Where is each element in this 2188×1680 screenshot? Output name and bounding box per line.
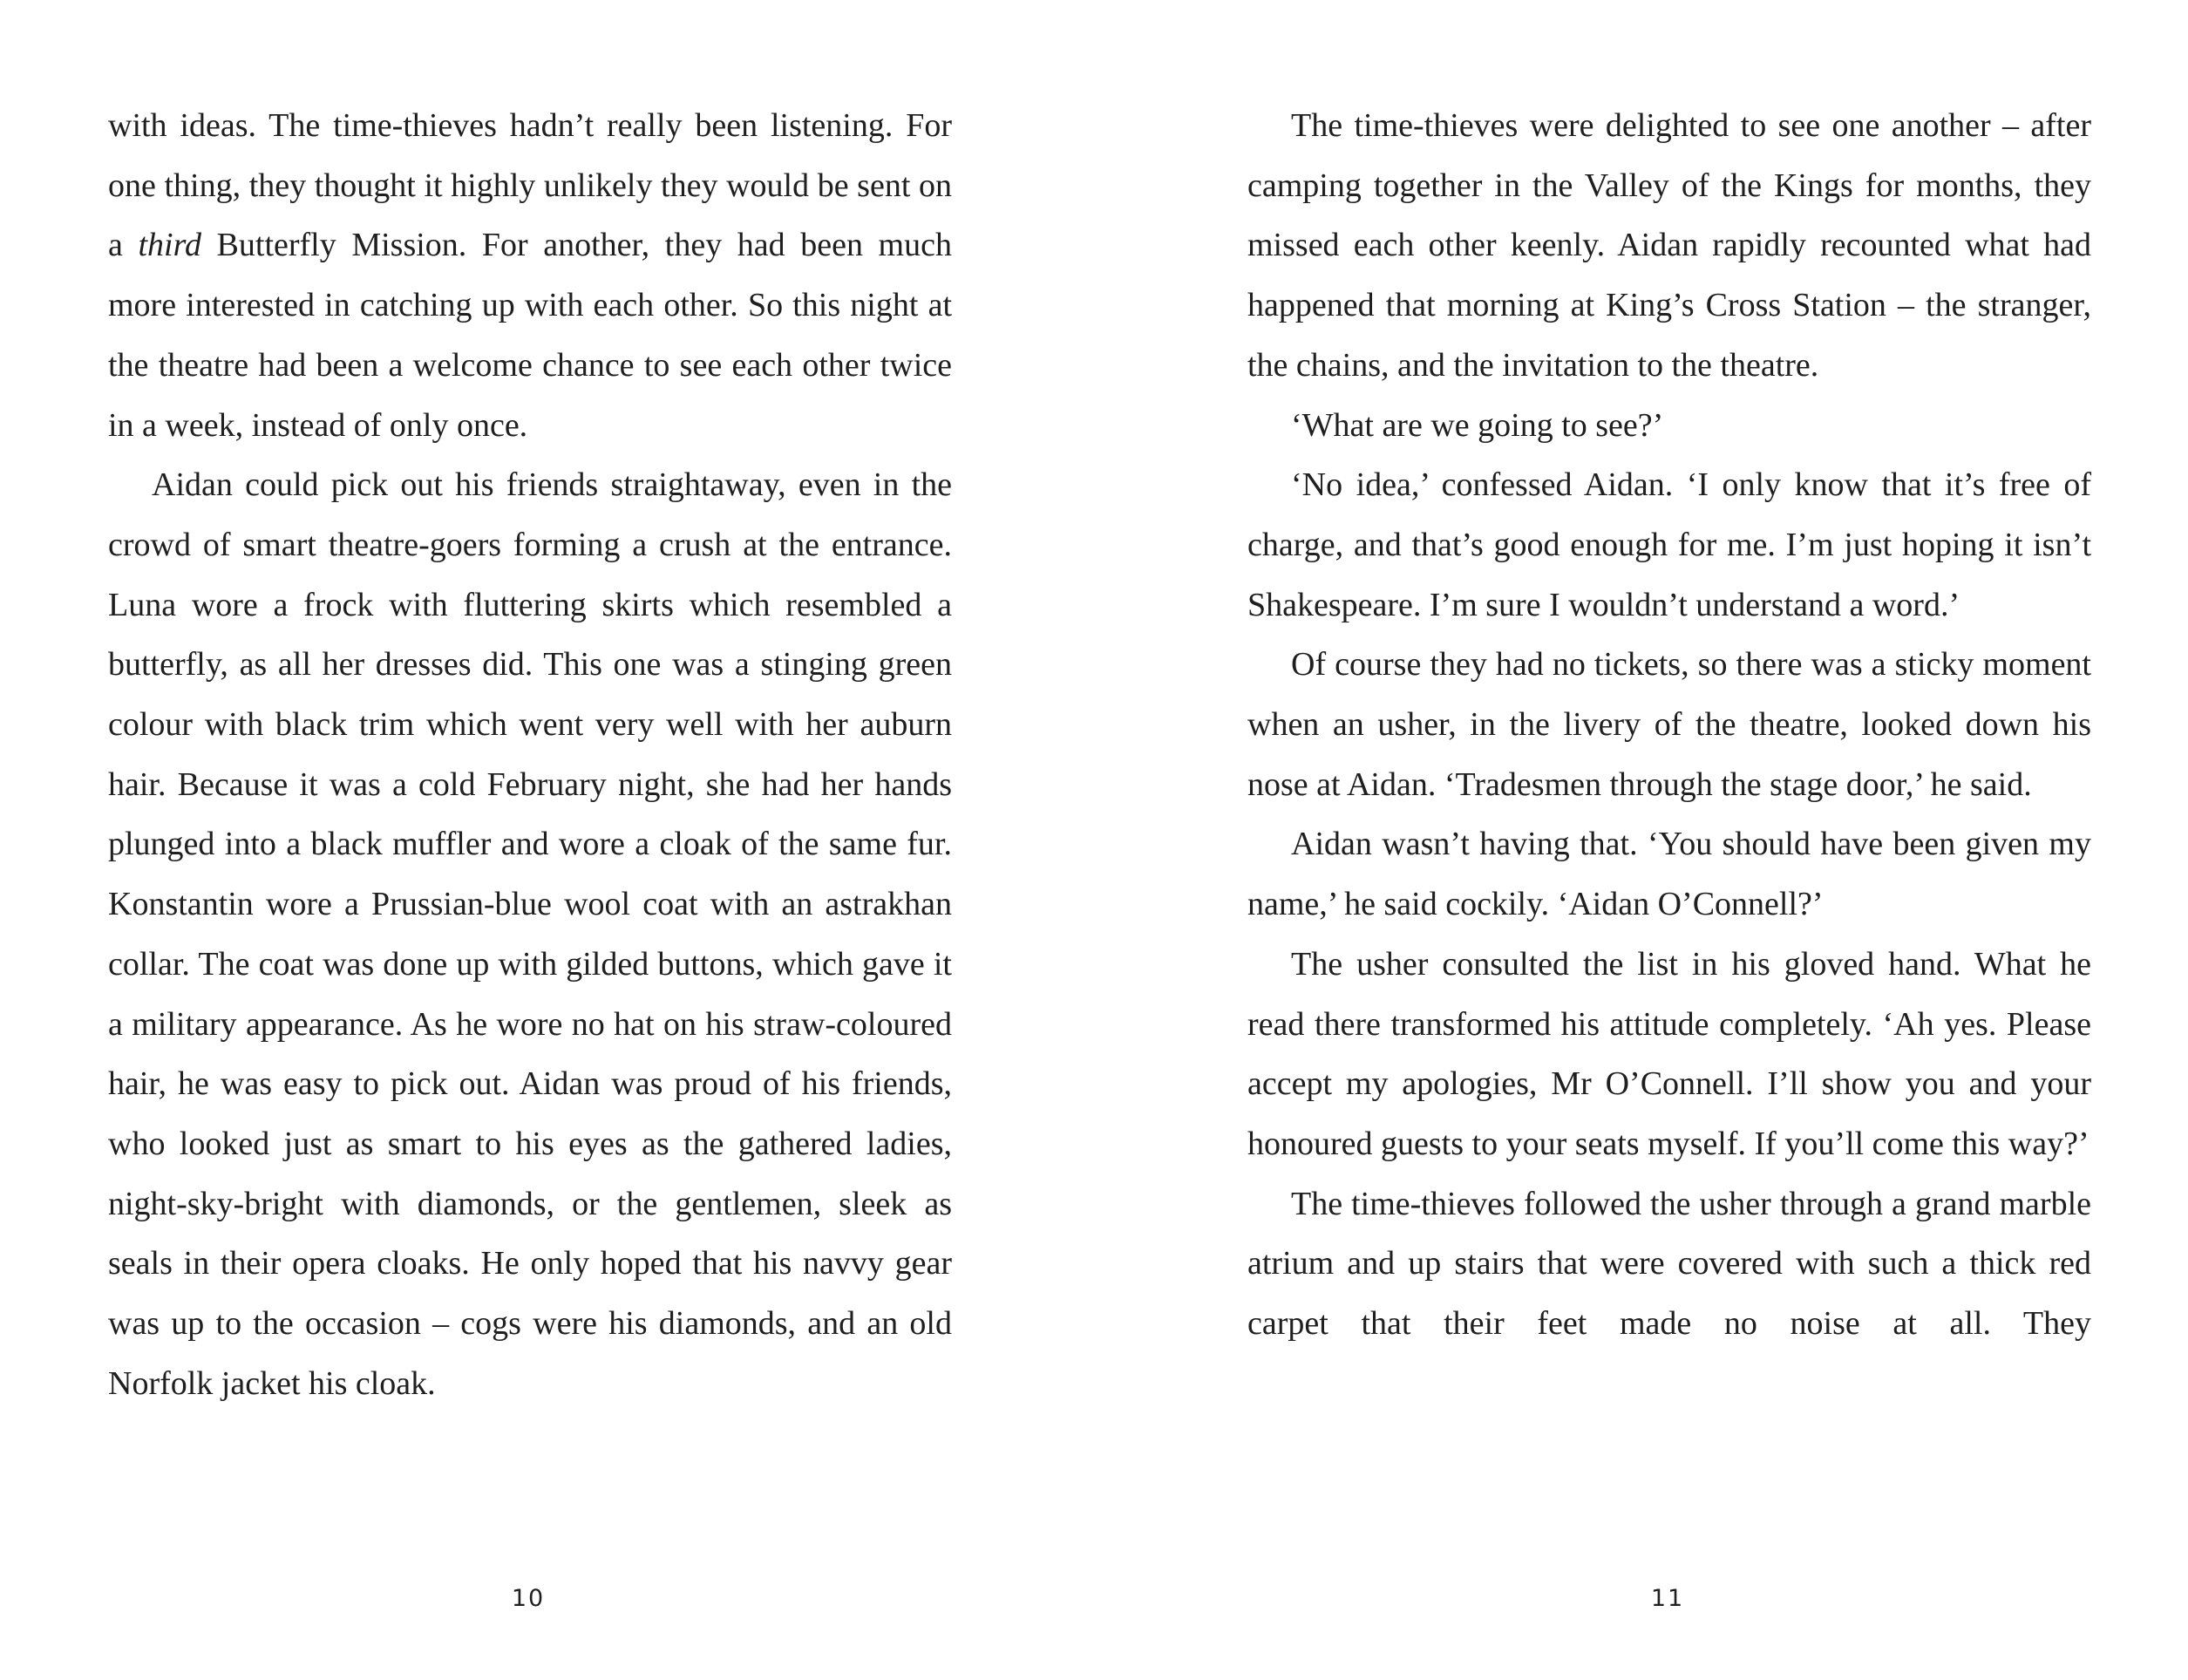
- paragraph: ‘What are we going to see?’: [1291, 406, 1664, 444]
- paragraph-text: with ideas. The time-thieves hadn’t really been listening. For one thing, they thought it highly unlikely they would be sent on a: [108, 107, 952, 264]
- paragraph: Aidan could pick out his friends straightaway, even in the crowd of smart theatre-goers forming a crush at the entrance. Luna wore a frock with fluttering skirts which resembled a butterfly, as all her dresses did. This one was a stinging green colour with black trim which went very well with her auburn hair. Because it was a cold February night, she had her hands plunged into a black muffler and wore a cloak of the same fur. Konstantin wore a Prussian-blue wool coat with an astrakhan collar. The coat was done up with gilded buttons, which gave it a military appearance. As he wore no hat on his straw-coloured hair, he was easy to pick out. Aidan was proud of his friends, who looked just as smart to his eyes as the gathered ladies, night-sky-bright with diamonds, or the gentlemen, sleek as seals in their opera cloaks. He only hoped that his navvy gear was up to the occasion – cogs were his diamonds, and an old Norfolk jacket his cloak.: [108, 466, 952, 1402]
- emphasis-text: third: [138, 227, 201, 264]
- page-number: 10: [511, 1585, 546, 1612]
- right-page: [1247, 96, 2091, 1354]
- paragraph: The usher consulted the list in his gloved hand. What he read there transformed his attitude completely. ‘Ah yes. Please accept my apologies, Mr O’Connell. I’ll show you and your honoured guests to your seats myself. If you’ll come this way?’: [1247, 945, 2091, 1162]
- paragraph: Of course they had no tickets, so there was a sticky moment when an usher, in the livery of the theatre, looked down his nose at Aidan. ‘Tradesmen through the stage door,’ he said.: [1247, 646, 2091, 803]
- paragraph: ‘No idea,’ confessed Aidan. ‘I only know that it’s free of charge, and that’s good enough for me. I’m just hoping it isn’t Shakespeare. I’m sure I wouldn’t understand a word.’: [1247, 466, 2091, 623]
- left-page: [108, 96, 952, 1413]
- paragraph: [108, 96, 952, 455]
- paragraph: The time-thieves were delighted to see one another – after camping together in the Valley of the Kings for months, they missed each other keenly. Aidan rapidly recounted what had happened that morning at King’s Cross Station – the stranger, the chains, and the invitation to the theatre.: [1247, 107, 2091, 384]
- page-number: 11: [1650, 1585, 1685, 1612]
- paragraph-text: Butterfly Mission. For another, they had been much more interested in catching up with each other. So this night at the theatre had been a welcome chance to see each other twice in a week, instead of only once.: [108, 227, 952, 444]
- paragraph: The time-thieves followed the usher through a grand marble atrium and up stairs that were covered with such a thick red carpet that their feet made no noise at all. They: [1247, 1185, 2091, 1343]
- paragraph: Aidan wasn’t having that. ‘You should have been given my name,’ he said cockily. ‘Aidan O’Connell?’: [1247, 826, 2091, 923]
